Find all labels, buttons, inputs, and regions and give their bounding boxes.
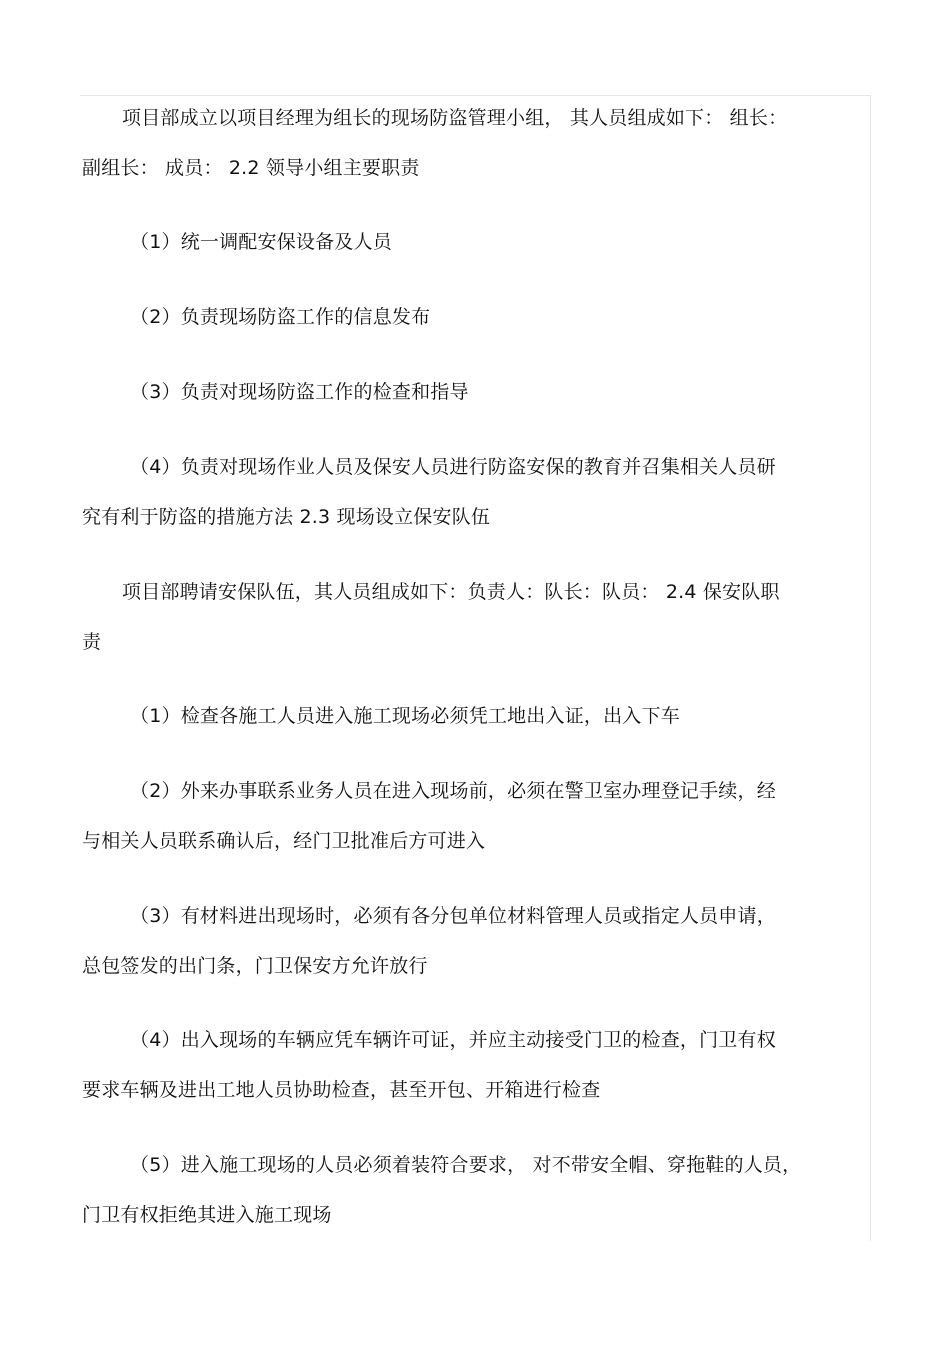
paragraph-team-line-2: 副组长： 成员： 2.2 领导小组主要职责 (82, 157, 420, 179)
duty-item-4-line-2: 究有利于防盗的措施方法 2.3 现场设立保安队伍 (82, 506, 491, 528)
guard-duty-item-3-line-2: 总包签发的出门条，门卫保安方允许放行 (82, 955, 428, 977)
duty-item-2: （2）负责现场防盗工作的信息发布 (130, 306, 431, 328)
paragraph-guard-team-line-2: 责 (82, 631, 102, 653)
guard-duty-item-3-line-1: （3）有材料进出现场时，必须有各分包单位材料管理人员或指定人员申请， (130, 905, 776, 927)
guard-duty-item-2-line-1: （2）外来办事联系业务人员在进入现场前，必须在警卫室办理登记手续，经 (130, 780, 776, 802)
paragraph-guard-team-line-1: 项目部聘请安保队伍，其人员组成如下：负责人：队长：队员： 2.4 保安队职 (122, 581, 780, 603)
guard-duty-item-4-line-2: 要求车辆及进出工地人员协助检查，甚至开包、开箱进行检查 (82, 1079, 601, 1101)
guard-duty-item-4-line-1: （4）出入现场的车辆应凭车辆许可证，并应主动接受门卫的检查，门卫有权 (130, 1029, 776, 1051)
guard-duty-item-1: （1）检查各施工人员进入施工现场必须凭工地出入证，出入下车 (130, 705, 680, 727)
page-frame (80, 95, 871, 1241)
duty-item-1: （1）统一调配安保设备及人员 (130, 231, 392, 253)
paragraph-team-line-1: 项目部成立以项目经理为组长的现场防盗管理小组， 其人员组成如下： 组长： (122, 107, 788, 129)
duty-item-3: （3）负责对现场防盗工作的检查和指导 (130, 381, 469, 403)
guard-duty-item-5-line-1: （5）进入施工现场的人员必须着装符合要求， 对不带安全帽、穿拖鞋的人员， (130, 1154, 802, 1176)
guard-duty-item-5-line-2: 门卫有权拒绝其进入施工现场 (82, 1204, 332, 1226)
duty-item-4-line-1: （4）负责对现场作业人员及保安人员进行防盗安保的教育并召集相关人员研 (130, 456, 776, 478)
guard-duty-item-2-line-2: 与相关人员联系确认后，经门卫批准后方可进入 (82, 830, 486, 852)
